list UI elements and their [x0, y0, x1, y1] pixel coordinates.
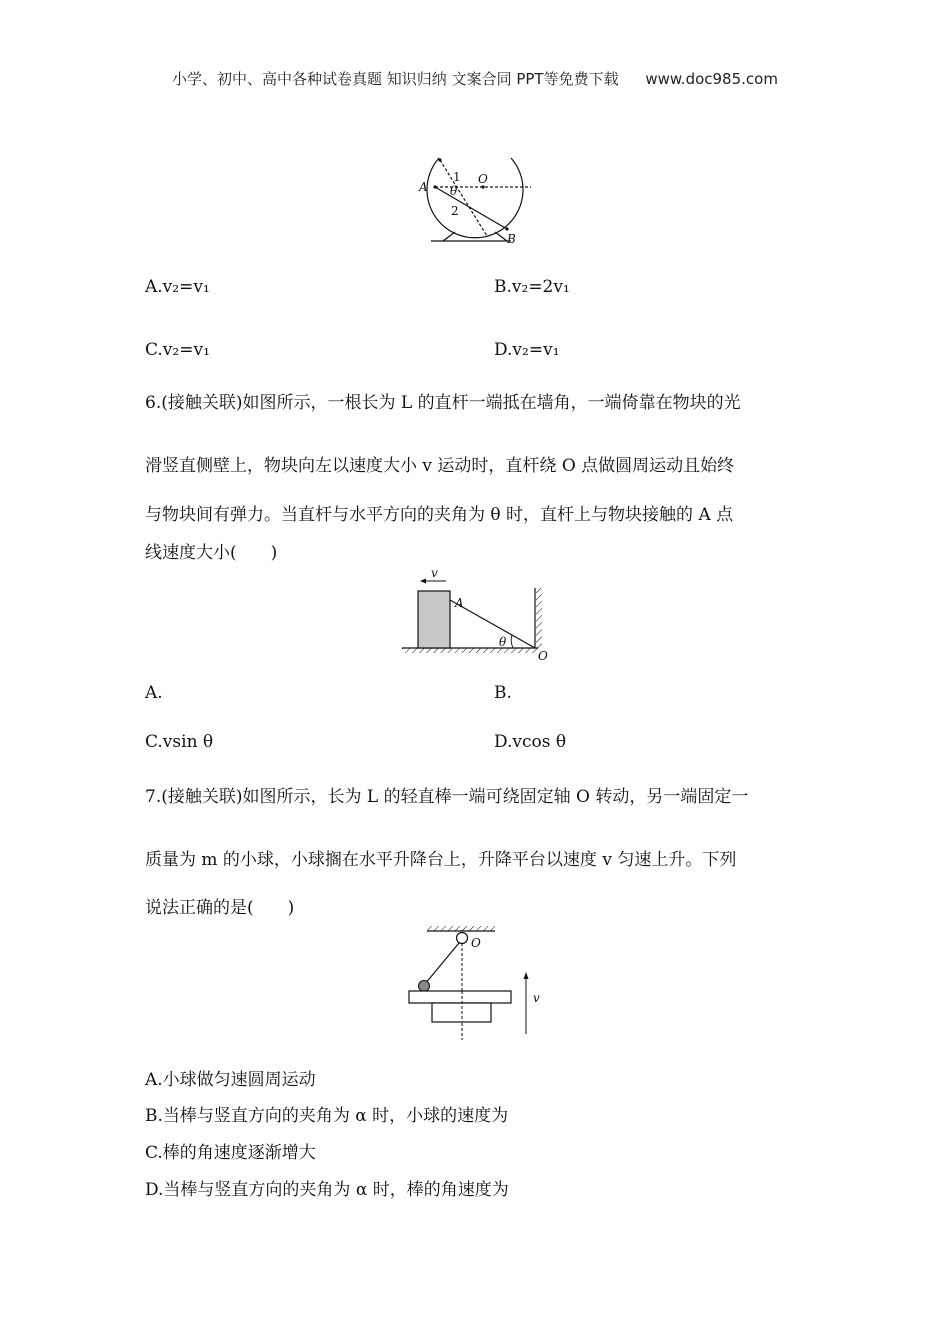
q7-line-2: 质量为 m 的小球，小球搁在水平升降台上，升降平台以速度 v 匀速上升。下列 — [145, 850, 737, 870]
q5-point-b — [505, 227, 508, 230]
q6-ground-hatch — [402, 648, 538, 653]
q5-label-2: 2 — [451, 204, 459, 218]
q5-circle — [427, 158, 523, 238]
q5-chord-ab — [435, 187, 507, 229]
q5-option-b[interactable]: B.v₂=2v₁ — [494, 277, 570, 297]
q6-label-v: v — [431, 568, 438, 580]
q7-option-d[interactable]: D.当棒与竖直方向的夹角为 α 时，棒的角速度为 — [145, 1180, 509, 1200]
q5-label-1: 1 — [453, 170, 461, 184]
q7-platform-top — [409, 991, 511, 1003]
q5-stand-left — [443, 232, 455, 241]
q6-option-a[interactable]: A. — [145, 683, 163, 703]
q5-point-a — [433, 185, 436, 188]
q7-ceiling-hatch — [427, 926, 495, 931]
q5-label-theta: θ — [450, 184, 458, 198]
q6-line-1: 6.(接触关联)如图所示，一根长为 L 的直杆一端抵在墙角，一端倚靠在物块的光 — [145, 393, 741, 413]
q7-ball — [419, 981, 430, 992]
q6-label-o: O — [538, 649, 548, 663]
q6-option-c[interactable]: C.vsin θ — [145, 732, 214, 752]
q6-label-theta: θ — [499, 635, 507, 649]
q6-angle-arc — [511, 635, 513, 648]
page-header — [0, 68, 950, 89]
q6-line-2: 滑竖直侧壁上，物块向左以速度大小 v 运动时，直杆绕 O 点做圆周运动且始终 — [145, 456, 735, 476]
q5-option-a[interactable]: A.v₂=v₁ — [145, 277, 210, 297]
q6-option-b[interactable]: B. — [494, 683, 512, 703]
header-url[interactable]: www.doc985.com — [645, 70, 778, 88]
q7-pivot — [457, 933, 468, 944]
q5-option-c[interactable]: C.v₂=v₁ — [145, 340, 210, 360]
q7-option-c[interactable]: C.棒的角速度逐渐增大 — [145, 1143, 316, 1163]
q5-label-b: B — [507, 232, 516, 246]
q7-figure — [405, 924, 555, 1042]
q7-option-b[interactable]: B.当棒与竖直方向的夹角为 α 时，小球的速度为 — [145, 1106, 509, 1126]
q7-arrow-head — [524, 972, 529, 979]
q7-label-v: v — [533, 991, 540, 1005]
q5-label-o: O — [478, 172, 488, 186]
q7-line-1: 7.(接触关联)如图所示，长为 L 的轻直棒一端可绕固定轴 O 转动，另一端固定一 — [145, 787, 749, 807]
q7-rod — [425, 943, 459, 984]
q6-option-d[interactable]: D.vcos θ — [494, 732, 567, 752]
q6-block — [418, 591, 450, 648]
q5-option-d[interactable]: D.v₂=v₁ — [494, 340, 560, 360]
q5-label-a: A — [419, 180, 428, 194]
q7-label-o: O — [471, 936, 481, 950]
q6-label-a: A — [455, 596, 464, 610]
q5-top-dot — [438, 158, 441, 161]
q6-arrow-head — [420, 579, 426, 584]
q7-line-3: 说法正确的是( ) — [145, 898, 295, 918]
q6-wall-hatch — [536, 588, 542, 648]
q7-option-a[interactable]: A.小球做匀速圆周运动 — [145, 1070, 316, 1090]
q6-line-3: 与物块间有弹力。当直杆与水平方向的夹角为 θ 时，直杆上与物块接触的 A 点 — [145, 505, 734, 525]
q6-figure — [398, 568, 558, 664]
q5-figure — [415, 150, 540, 250]
q6-line-4: 线速度大小( ) — [145, 543, 278, 563]
header-text: 小学、初中、高中各种试卷真题 知识归纳 文案合同 PPT等免费下载 — [172, 70, 619, 88]
q5-stand-right — [495, 232, 507, 241]
